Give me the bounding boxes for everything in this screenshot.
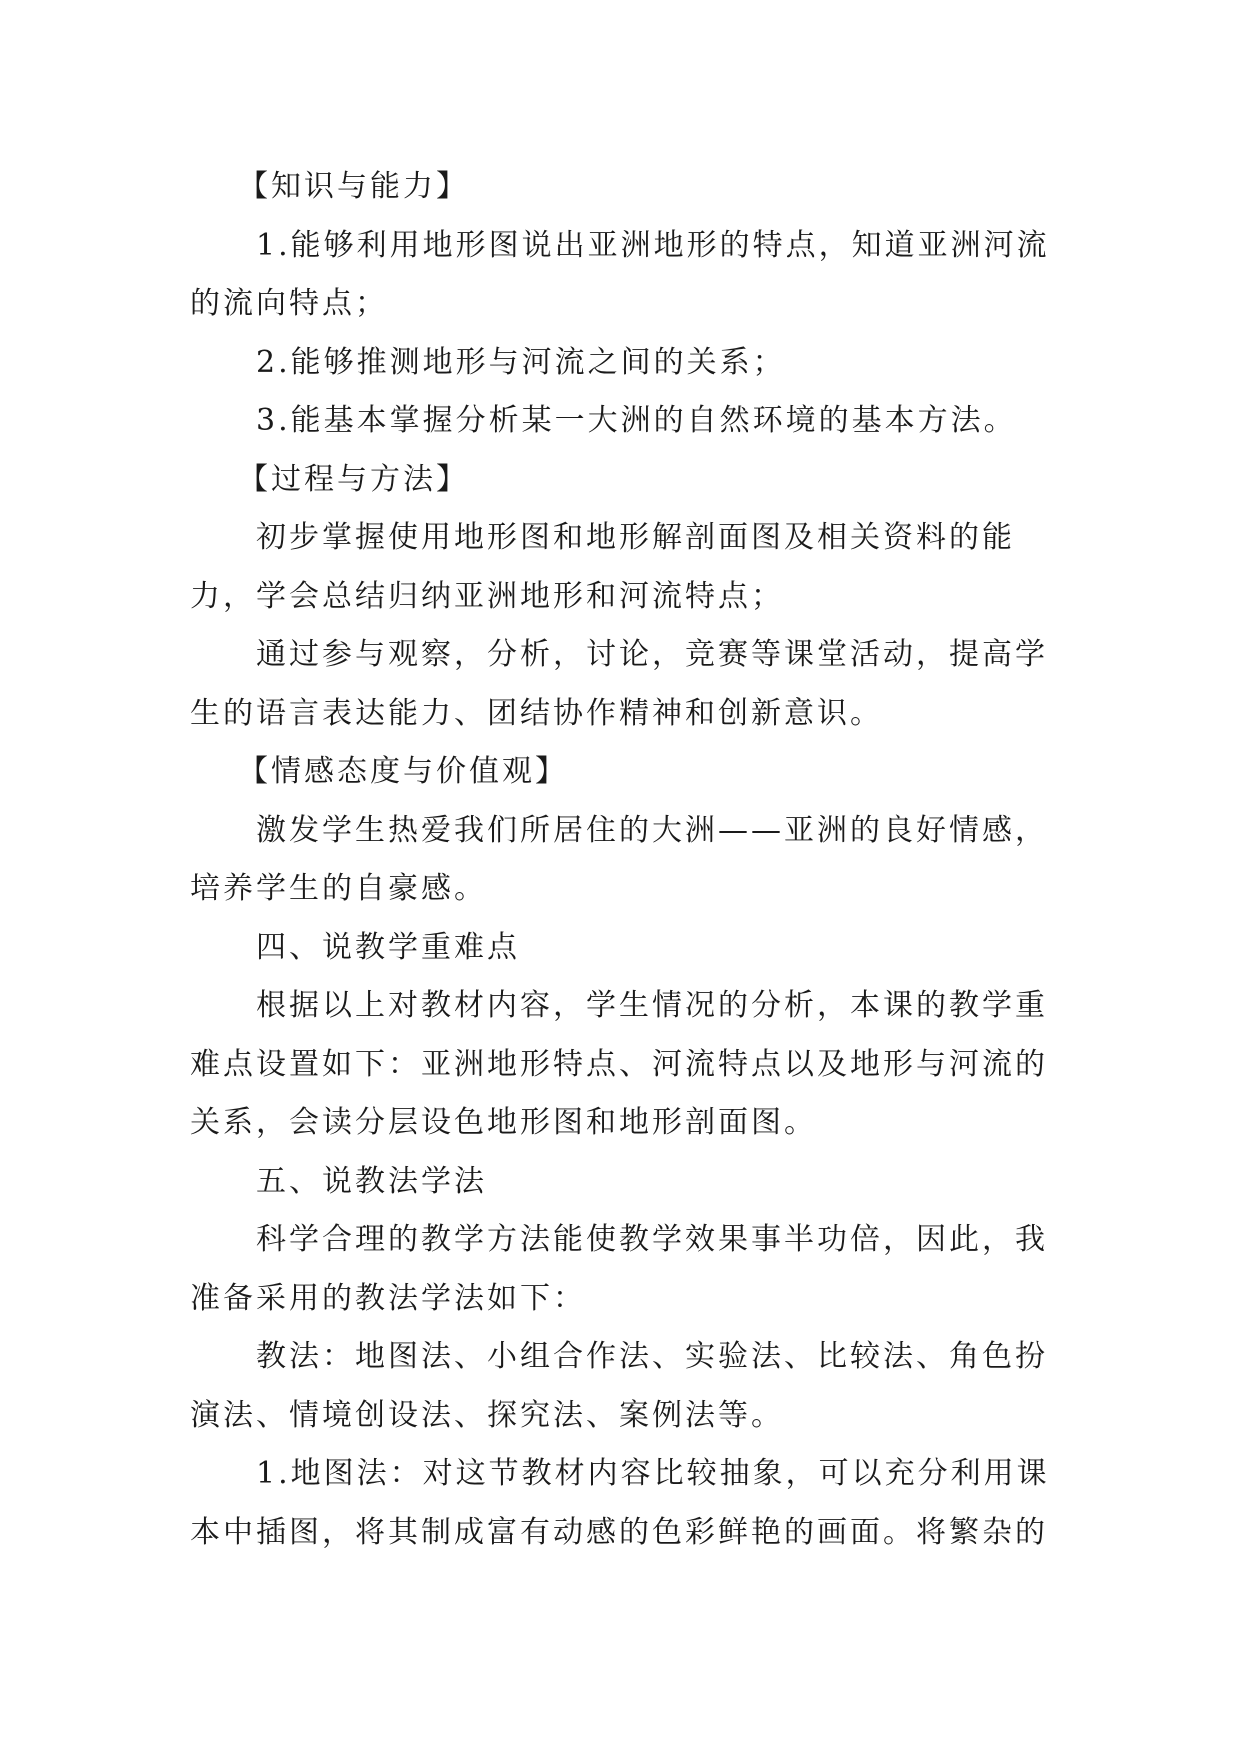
section-heading-emotion: 【情感态度与价值观】 xyxy=(238,754,568,789)
paragraph-line: 根据以上对教材内容，学生情况的分析，本课的教学重 xyxy=(256,988,1048,1023)
paragraph-line: 准备采用的教法学法如下： xyxy=(190,1280,586,1316)
paragraph-line: 激发学生热爱我们所居住的大洲——亚洲的良好情感， xyxy=(256,812,1048,848)
paragraph-line: 难点设置如下：亚洲地形特点、河流特点以及地形与河流的 xyxy=(190,1046,1048,1082)
section-heading-knowledge: 【知识与能力】 xyxy=(238,169,469,204)
paragraph-line: 2.能够推测地形与河流之间的关系； xyxy=(256,344,786,380)
document-body xyxy=(190,158,1060,1562)
paragraph-line: 生的语言表达能力、团结协作精神和创新意识。 xyxy=(190,695,883,731)
paragraph-line: 的流向特点； xyxy=(190,286,388,321)
section-heading-methods: 五、说教法学法 xyxy=(256,1163,487,1199)
paragraph-line: 培养学生的自豪感。 xyxy=(190,871,487,906)
paragraph-line: 演法、情境创设法、探究法、案例法等。 xyxy=(190,1397,784,1433)
section-heading-key-points: 四、说教学重难点 xyxy=(256,929,520,965)
paragraph-line: 教法：地图法、小组合作法、实验法、比较法、角色扮 xyxy=(256,1339,1048,1374)
paragraph-line: 关系，会读分层设色地形图和地形剖面图。 xyxy=(190,1105,817,1140)
paragraph-line: 1.地图法：对这节教材内容比较抽象，可以充分利用课 xyxy=(256,1456,1050,1491)
paragraph-line: 1.能够利用地形图说出亚洲地形的特点，知道亚洲河流 xyxy=(256,227,1050,263)
paragraph-line: 3.能基本掌握分析某一大洲的自然环境的基本方法。 xyxy=(256,403,1017,438)
paragraph-line: 通过参与观察，分析，讨论，竞赛等课堂活动，提高学 xyxy=(256,637,1048,672)
paragraph-line: 科学合理的教学方法能使教学效果事半功倍，因此，我 xyxy=(256,1222,1048,1257)
paragraph-line: 初步掌握使用地形图和地形解剖面图及相关资料的能 xyxy=(256,520,1015,555)
paragraph-line: 本中插图，将其制成富有动感的色彩鲜艳的画面。将繁杂的 xyxy=(190,1514,1048,1550)
paragraph-line: 力，学会总结归纳亚洲地形和河流特点； xyxy=(190,578,784,614)
section-heading-process: 【过程与方法】 xyxy=(238,461,469,497)
